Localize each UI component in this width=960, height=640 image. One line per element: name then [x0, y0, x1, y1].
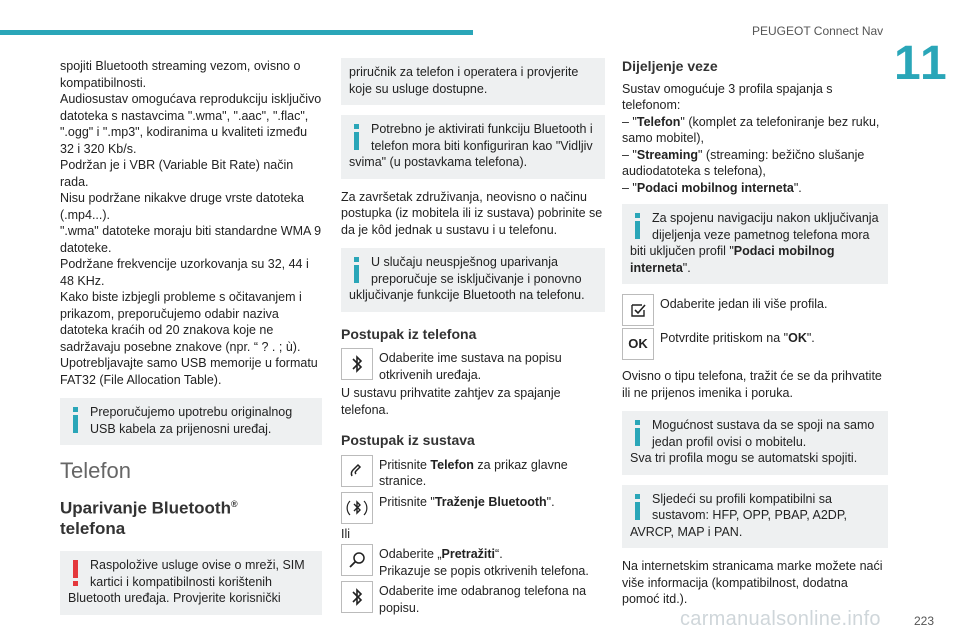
bluetooth-icon	[341, 348, 373, 380]
header-title: PEUGEOT Connect Nav	[752, 24, 884, 38]
warning-icon	[68, 557, 84, 587]
column-1	[60, 58, 322, 625]
paragraph: Nisu podržane nikakve druge vrste datoteka (.mp4...).	[60, 191, 304, 222]
info-icon	[630, 417, 646, 447]
list-item: – "Telefon" (komplet za telefoniranje bez ruku, samo mobitel),	[622, 114, 880, 145]
step-confirm-ok: OK Potvrdite pritiskom na "OK".	[622, 328, 888, 360]
info-icon	[349, 254, 365, 284]
step-system-3: Odaberite „Pretražiti“. Prikazuje se popis otkrivenih telefona.	[341, 544, 605, 579]
paragraph: Podržane frekvencije uzorkovanja su 32, 44 i 48 KHz.	[60, 257, 309, 288]
step-system-1: Pritisnite Telefon za prikaz glavne stranice.	[341, 455, 605, 490]
info-box: Sljedeći su profili kompatibilni sa sustavom: HFP, OPP, PBAP, A2DP, AVRCP, MAP i PAN.	[622, 485, 888, 549]
or-label: Ili	[341, 526, 351, 541]
info-icon	[68, 404, 84, 434]
paragraph: Podržan je i VBR (Variable Bit Rate) način rada.	[60, 158, 294, 189]
step-system-4: Odaberite ime odabranog telefona na popisu.	[341, 581, 605, 616]
paragraph: Upotrebljavajte samo USB memorije u formatu FAT32 (File Allocation Table).	[60, 356, 318, 387]
info-box: Za spojenu navigaciju nakon uključivanja dijeljenja veze pametnog telefona mora biti uključen profil "Podaci mobilnog interneta".	[622, 204, 888, 284]
paragraph: U sustavu prihvatite zahtjev za spajanje telefona.	[341, 386, 561, 417]
info-box	[60, 398, 322, 445]
step-select-profiles: Odaberite jedan ili više profila.	[622, 294, 888, 326]
paragraph: Sustav omogućuje 3 profila spajanja s telefonom:	[622, 81, 833, 112]
chapter-number: 11	[894, 37, 949, 90]
phone-handset-icon	[341, 455, 373, 487]
info-icon	[349, 121, 365, 151]
ok-button-icon: OK	[622, 328, 654, 360]
heading-connection-sharing: Dijeljenje veze	[622, 58, 718, 74]
info-icon	[630, 491, 646, 521]
paragraph: ".wma" datoteke moraju biti standardne WMA 9 datoteke.	[60, 224, 322, 255]
warning-box-text: Raspoložive usluge ovise o mreži, SIM kartici i kompatibilnosti korištenih Bluetooth uređaja. Provjerite korisnički	[68, 558, 305, 606]
info-icon	[630, 210, 646, 240]
step-system-2: Pritisnite "Traženje Bluetooth".	[341, 492, 605, 524]
bluetooth-icon	[341, 581, 373, 613]
info-box-continued: priručnik za telefon i operatera i provjerite koje su usluge dostupne.	[341, 58, 605, 105]
paragraph: Na internetskim stranicama marke možete naći više informacija (kompatibilnost, dodatna pomoć itd.).	[622, 559, 883, 606]
warning-box	[60, 551, 322, 615]
info-box-text: Preporučujemo upotrebu originalnog USB kabela za prijenosni uređaj.	[90, 405, 293, 436]
heading-system-procedure: Postupak iz sustava	[341, 432, 475, 448]
step-phone: Odaberite ime sustava na popisu otkrivenih uređaja.	[341, 348, 605, 383]
paragraph: Kako biste izbjegli probleme s očitavanjem i prikazom, preporučujemo odabir naziva datoteka kraćih od 20 znakova koje ne sadržavaju posebne znakove (npr. “ ? . ; ù).	[60, 290, 302, 354]
paragraph: Za završetak združivanja, neovisno o načinu postupka (iz mobitela ili iz sustava) pobrinite se da je kôd jednak u sustavu i u telefonu.	[341, 189, 603, 237]
paragraph: Audiosustav omogućava reprodukciju isključivo datoteka s nastavcima ".wma", ".aac", ".flac", ".ogg" i ".mp3", kodiranima u kvaliteti između 32 i 320 Kb/s.	[60, 92, 322, 156]
checkbox-icon	[622, 294, 654, 326]
bluetooth-search-icon	[341, 492, 373, 524]
heading-phone-procedure: Postupak iz telefona	[341, 325, 477, 342]
header-accent-bar	[0, 30, 473, 35]
column-2	[341, 58, 605, 618]
list-item: – "Streaming" (streaming: bežično slušanje audiodatoteka s telefona),	[622, 147, 865, 178]
page-number: 223	[914, 614, 935, 628]
paragraph: spojiti Bluetooth streaming vezom, ovisno o kompatibilnosti.	[60, 59, 301, 90]
column-3	[622, 58, 888, 608]
info-box: Potrebno je aktivirati funkciju Bluetooth i telefon mora biti konfiguriran kao "Vidljiv svima" (u postavkama telefona).	[341, 115, 605, 179]
search-icon	[341, 544, 373, 576]
paragraph: Ovisno o tipu telefona, tražit će se da prihvatite ili ne prijenos imenika i poruka.	[622, 369, 882, 400]
info-box: Mogućnost sustava da se spoji na samo jedan profil ovisi o mobitelu. Sva tri profila mogu se automatski spojiti.	[622, 411, 888, 475]
list-item: – "Podaci mobilnog interneta".	[622, 180, 802, 195]
section-title: Telefon	[60, 458, 131, 483]
watermark: carmanualsonline.info	[680, 608, 881, 630]
info-box: U slučaju neuspješnog uparivanja preporučuje se isključivanje i ponovno uključivanje funkcije Bluetooth na telefonu.	[341, 248, 605, 312]
heading-bluetooth-pairing: Uparivanje Bluetooth® telefona	[60, 498, 238, 539]
